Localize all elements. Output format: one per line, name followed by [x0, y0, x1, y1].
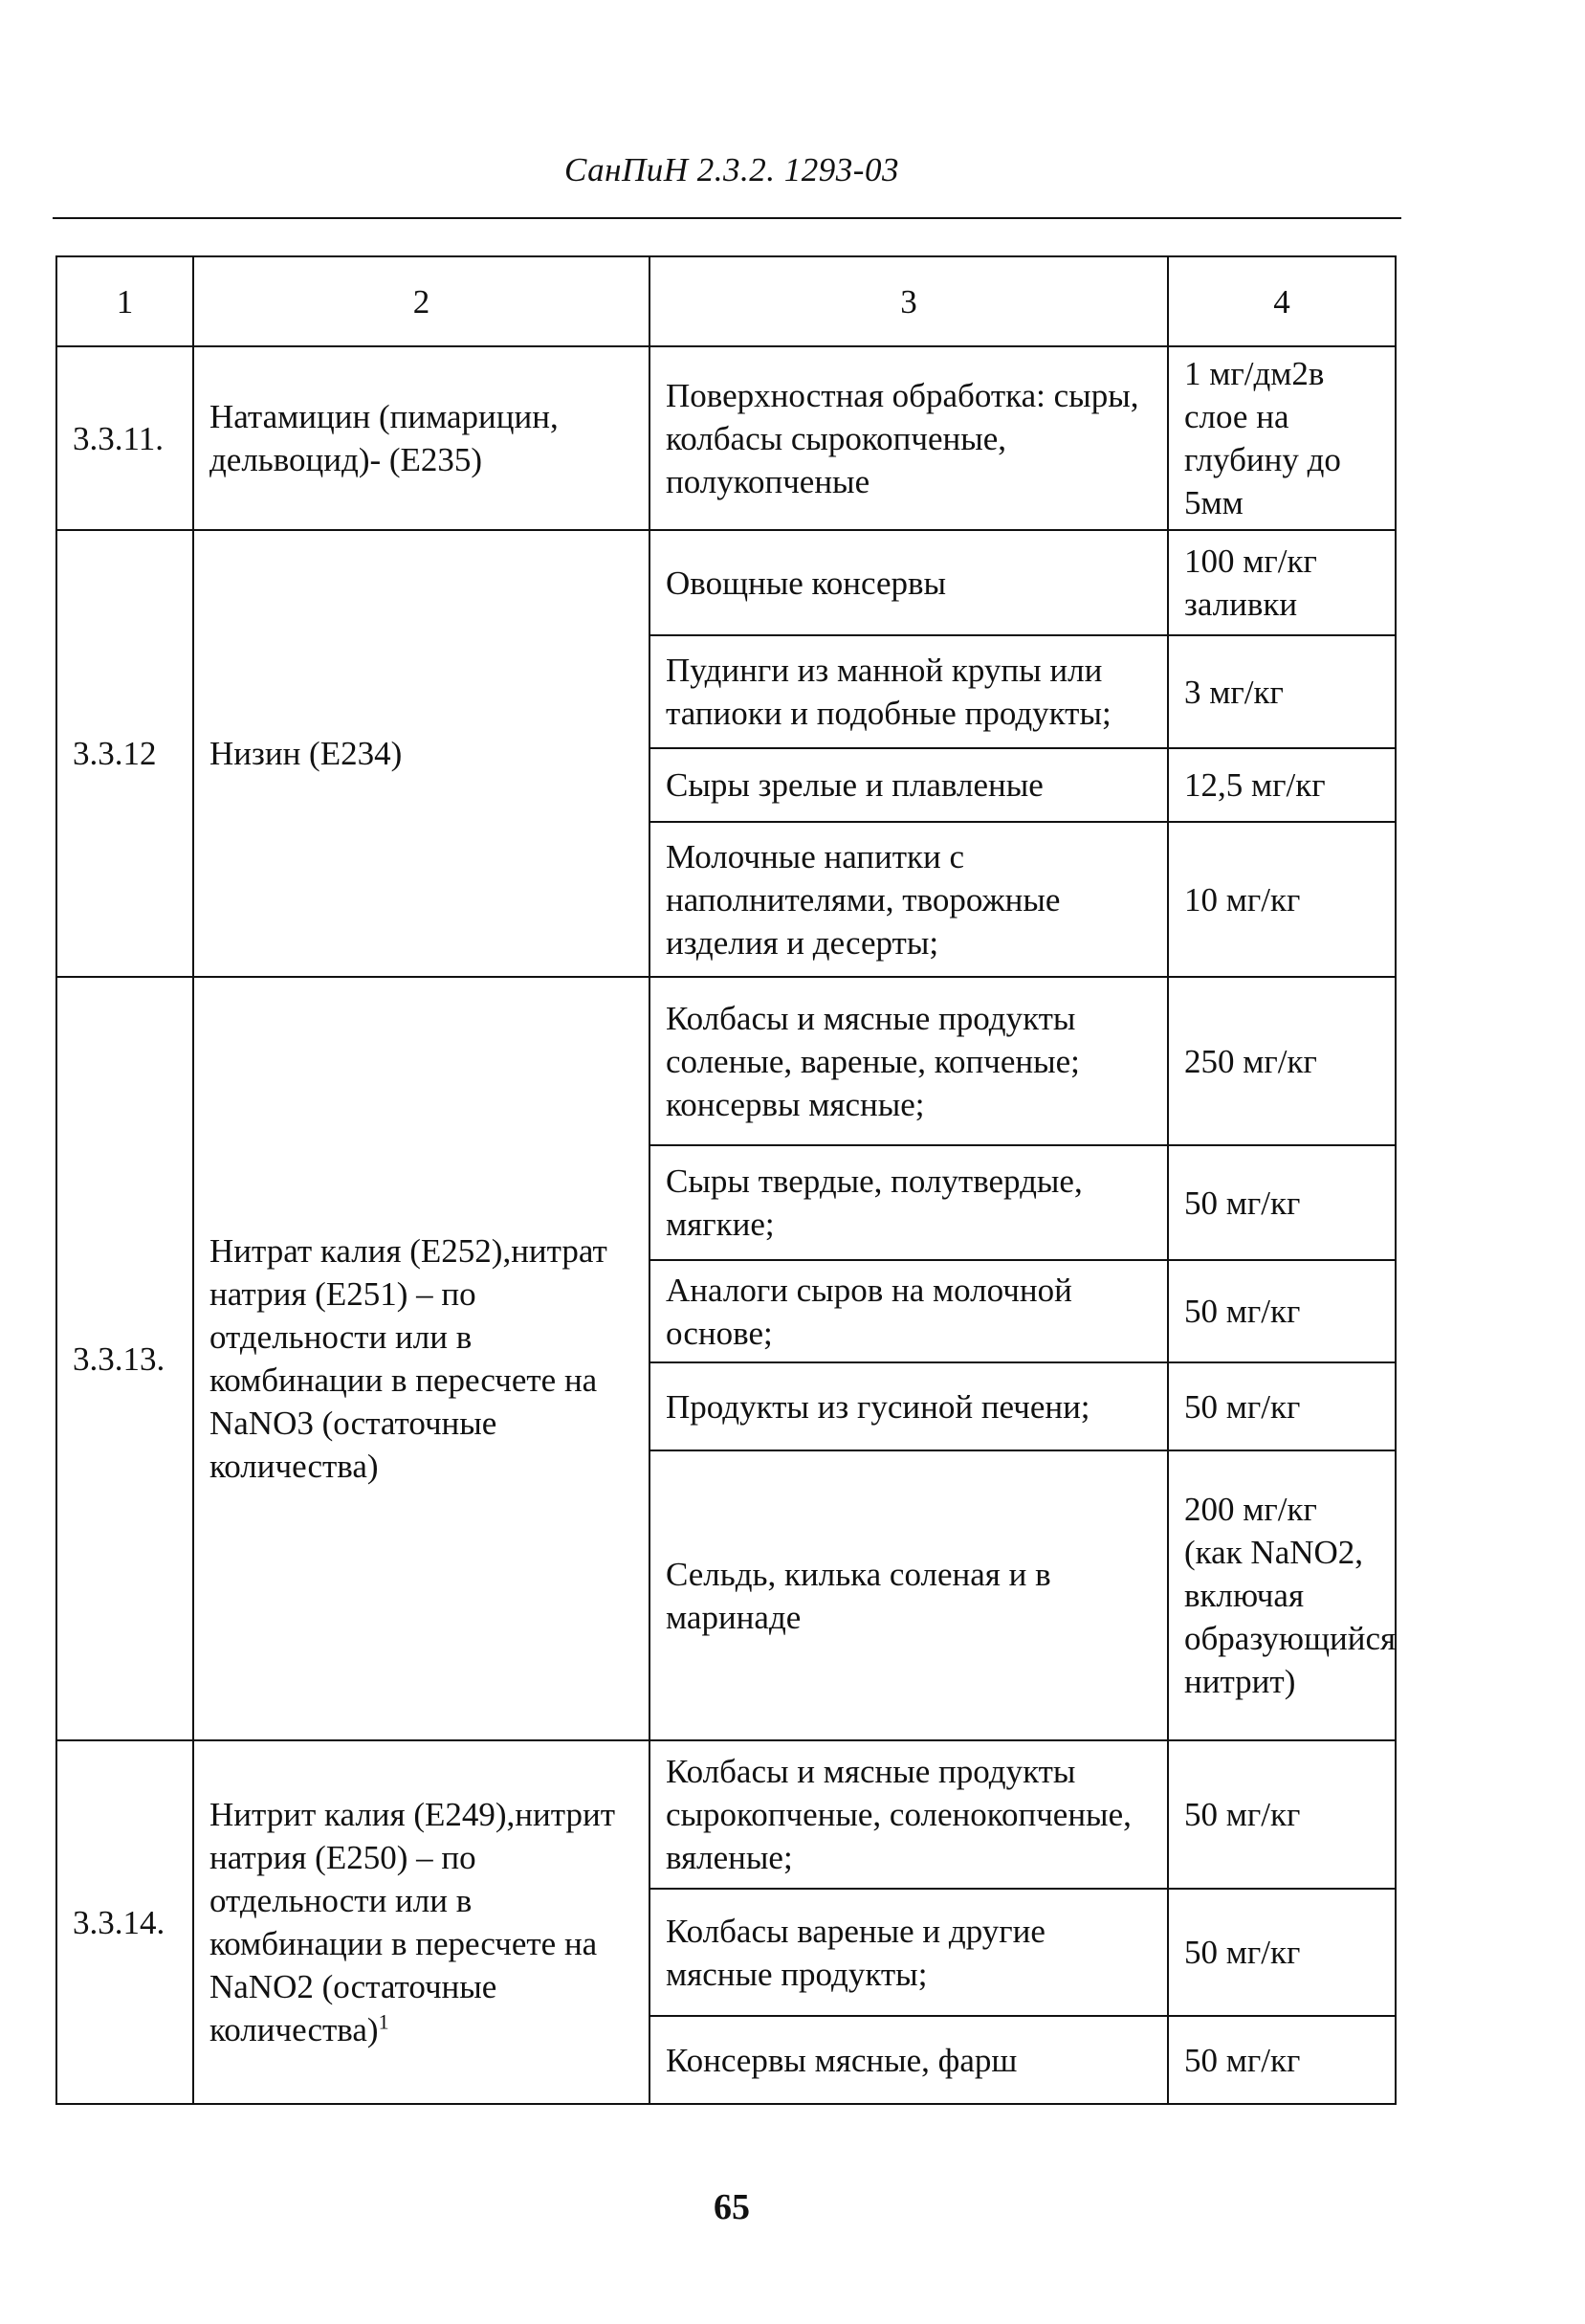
product-cell: Сыры твердые, полутвердые, мягкие;: [649, 1145, 1168, 1260]
norm-cell: 200 мг/кг (как NaNO2, включая образующийся нитрит): [1168, 1450, 1396, 1740]
item-number: 3.3.12: [56, 530, 193, 977]
table-row: [56, 1740, 1396, 1889]
norm-cell: 50 мг/кг: [1168, 1889, 1396, 2016]
substance-text: Нитрит калия (Е249),нитрит натрия (Е250) – по отдельности или в комбинации в пересчете на NaNO2 (остаточные количества): [209, 1796, 616, 2048]
norm-cell: 250 мг/кг: [1168, 977, 1396, 1145]
norm-cell: 1 мг/дм2в слое на глубину до 5мм: [1168, 346, 1396, 530]
product-cell: Колбасы и мясные продукты соленые, вареные, копченые; консервы мясные;: [649, 977, 1168, 1145]
product-cell: Аналоги сыров на молочной основе;: [649, 1260, 1168, 1362]
item-number: 3.3.11.: [56, 346, 193, 530]
norm-cell: 50 мг/кг: [1168, 1362, 1396, 1450]
table-row: [56, 977, 1396, 1145]
footnote-marker: 1: [378, 2009, 389, 2034]
substance-name: Нитрат калия (Е252),нитрат натрия (Е251) – по отдельности или в комбинации в пересчете на NaNO3 (остаточные количества): [193, 977, 649, 1740]
item-number: 3.3.14.: [56, 1740, 193, 2104]
page-number: 65: [714, 2187, 750, 2227]
table-row: [56, 346, 1396, 530]
column-header-1: 1: [56, 256, 193, 346]
norm-cell: 10 мг/кг: [1168, 822, 1396, 977]
norm-cell: 100 мг/кг заливки: [1168, 530, 1396, 635]
header-divider: [53, 217, 1401, 219]
norm-cell: 50 мг/кг: [1168, 1740, 1396, 1889]
substance-name: Натамицин (пимарицин, дельвоцид)- (Е235): [193, 346, 649, 530]
item-number: 3.3.13.: [56, 977, 193, 1740]
table-row: [56, 530, 1396, 635]
product-cell: Консервы мясные, фарш: [649, 2016, 1168, 2104]
product-cell: Колбасы и мясные продукты сырокопченые, соленокопченые, вяленые;: [649, 1740, 1168, 1889]
column-header-4: 4: [1168, 256, 1396, 346]
column-header-3: 3: [649, 256, 1168, 346]
substance-name: [193, 1740, 649, 2104]
substance-name: Низин (Е234): [193, 530, 649, 977]
product-cell: Пудинги из манной крупы или тапиоки и подобные продукты;: [649, 635, 1168, 748]
additives-norms-table: [55, 255, 1397, 2105]
norm-cell: 50 мг/кг: [1168, 1145, 1396, 1260]
product-cell: Сельдь, килька соленая и в маринаде: [649, 1450, 1168, 1740]
norm-cell: 50 мг/кг: [1168, 2016, 1396, 2104]
column-header-2: 2: [193, 256, 649, 346]
product-cell: Продукты из гусиной печени;: [649, 1362, 1168, 1450]
product-cell: Молочные напитки с наполнителями, творожные изделия и десерты;: [649, 822, 1168, 977]
product-cell: Колбасы вареные и другие мясные продукты;: [649, 1889, 1168, 2016]
norm-cell: 50 мг/кг: [1168, 1260, 1396, 1362]
column-header-row: [56, 256, 1396, 346]
running-header-title: СанПиН 2.3.2. 1293-03: [564, 151, 899, 188]
product-cell: Сыры зрелые и плавленые: [649, 748, 1168, 822]
product-cell: Овощные консервы: [649, 530, 1168, 635]
norm-cell: 3 мг/кг: [1168, 635, 1396, 748]
product-cell: Поверхностная обработка: сыры, колбасы сырокопченые, полукопченые: [649, 346, 1168, 530]
norm-cell: 12,5 мг/кг: [1168, 748, 1396, 822]
